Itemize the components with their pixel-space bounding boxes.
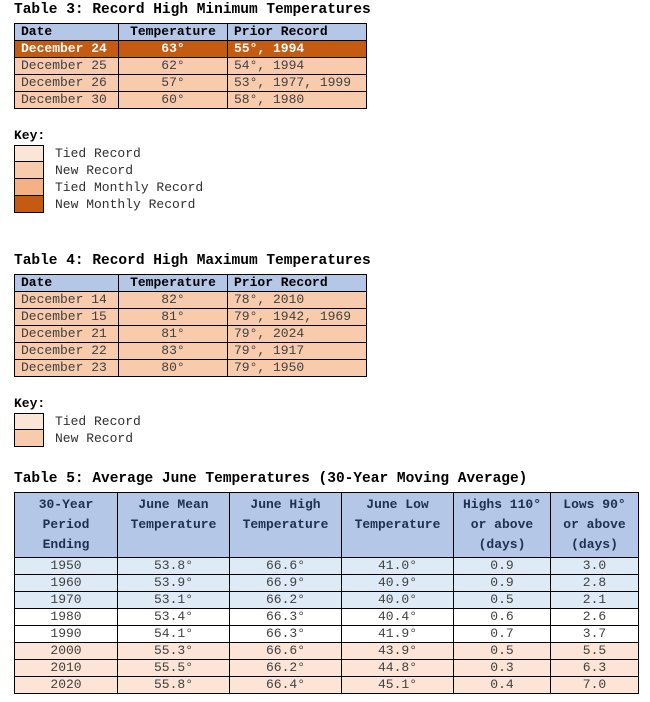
table-cell: 41.0°	[342, 558, 454, 575]
table-cell: 60°	[119, 92, 228, 109]
table-cell: 66.2°	[230, 660, 342, 677]
table-cell: 55.3°	[118, 643, 230, 660]
table-cell: 66.6°	[230, 558, 342, 575]
table-cell: 0.6	[454, 609, 551, 626]
table-cell: 0.9	[454, 558, 551, 575]
table-cell: 3.0	[551, 558, 639, 575]
table-cell: 0.9	[454, 575, 551, 592]
key-item	[14, 145, 650, 162]
key-color-swatch	[14, 162, 44, 179]
table-cell: 2010	[15, 660, 118, 677]
key-item	[14, 162, 650, 179]
table-cell: 40.4°	[342, 609, 454, 626]
table-row	[15, 41, 367, 58]
table-cell: 57°	[119, 75, 228, 92]
key2-label: Key:	[14, 396, 46, 411]
key-item-label: New Record	[55, 163, 134, 178]
table-row	[15, 575, 639, 592]
table-cell: 5.5	[551, 643, 639, 660]
key-item-label: Tied Monthly Record	[55, 180, 204, 195]
table5	[14, 492, 639, 694]
column-header: Temperature	[119, 275, 228, 292]
table-cell: 2.1	[551, 592, 639, 609]
table-cell: 1970	[15, 592, 118, 609]
table-row	[15, 660, 639, 677]
table4-header-row	[15, 275, 367, 292]
table-row	[15, 326, 367, 343]
key1	[14, 129, 650, 213]
table-cell: 80°	[119, 360, 228, 377]
table-cell: 53.9°	[118, 575, 230, 592]
table-cell: 66.4°	[230, 677, 342, 694]
column-header: Date	[15, 24, 119, 41]
table4-title: Table 4: Record High Maximum Temperatures	[14, 253, 371, 269]
table-cell: 1960	[15, 575, 118, 592]
table-cell: 0.5	[454, 592, 551, 609]
table-cell: 41.9°	[342, 626, 454, 643]
table-cell: 53.8°	[118, 558, 230, 575]
table-cell: 79°, 1917	[228, 343, 367, 360]
table-cell: 79°, 1950	[228, 360, 367, 377]
key-item	[14, 430, 650, 447]
table3-title: Table 3: Record High Minimum Temperatures	[14, 2, 371, 18]
table-cell: 55.8°	[118, 677, 230, 694]
table3-header-row	[15, 24, 367, 41]
table-cell: 78°, 2010	[228, 292, 367, 309]
table-cell: 66.3°	[230, 609, 342, 626]
table5-header-row	[15, 493, 639, 558]
column-header: Prior Record	[228, 24, 367, 41]
table-row	[15, 558, 639, 575]
key2	[14, 397, 650, 447]
table-cell: 1980	[15, 609, 118, 626]
table-cell: December 15	[15, 309, 119, 326]
table-cell: December 14	[15, 292, 119, 309]
column-header: 30-Year Period Ending	[15, 493, 118, 558]
table-cell: 53.4°	[118, 609, 230, 626]
table-cell: 45.1°	[342, 677, 454, 694]
key-color-swatch	[14, 196, 44, 213]
table-cell: 82°	[119, 292, 228, 309]
column-header: Lows 90° or above (days)	[551, 493, 639, 558]
table-cell: 44.8°	[342, 660, 454, 677]
table-cell: 1950	[15, 558, 118, 575]
table-cell: 55.5°	[118, 660, 230, 677]
key-item-label: Tied Record	[55, 414, 141, 429]
key-item	[14, 179, 650, 196]
table-cell: 7.0	[551, 677, 639, 694]
column-header: June High Temperature	[230, 493, 342, 558]
table-cell: 43.9°	[342, 643, 454, 660]
column-header: Temperature	[119, 24, 228, 41]
column-header: June Mean Temperature	[118, 493, 230, 558]
key-item-label: New Monthly Record	[55, 197, 196, 212]
table-cell: 66.9°	[230, 575, 342, 592]
table-cell: 40.0°	[342, 592, 454, 609]
key-color-swatch	[14, 430, 44, 447]
table-cell: 66.2°	[230, 592, 342, 609]
table-cell: 2.8	[551, 575, 639, 592]
table-row	[15, 75, 367, 92]
table-cell: December 26	[15, 75, 119, 92]
table-cell: 83°	[119, 343, 228, 360]
key-color-swatch	[14, 413, 44, 430]
column-header: Highs 110° or above (days)	[454, 493, 551, 558]
table-cell: December 23	[15, 360, 119, 377]
table-row	[15, 309, 367, 326]
table-cell: December 22	[15, 343, 119, 360]
table-row	[15, 626, 639, 643]
table-cell: 0.5	[454, 643, 551, 660]
table-row	[15, 343, 367, 360]
table-cell: 66.6°	[230, 643, 342, 660]
key-item-label: New Record	[55, 431, 134, 446]
table-cell: 1990	[15, 626, 118, 643]
table-cell: 3.7	[551, 626, 639, 643]
column-header: Prior Record	[228, 275, 367, 292]
table-cell: 81°	[119, 309, 228, 326]
table-cell: 6.3	[551, 660, 639, 677]
table-row	[15, 643, 639, 660]
key-item	[14, 196, 650, 213]
table-cell: 79°, 2024	[228, 326, 367, 343]
table-row	[15, 292, 367, 309]
key-item	[14, 413, 650, 430]
table-row	[15, 58, 367, 75]
key-color-swatch	[14, 179, 44, 196]
table-row	[15, 360, 367, 377]
table-cell: 55°, 1994	[228, 41, 367, 58]
table-cell: 53°, 1977, 1999	[228, 75, 367, 92]
table-cell: December 24	[15, 41, 119, 58]
table-cell: December 21	[15, 326, 119, 343]
table-cell: 63°	[119, 41, 228, 58]
key1-label: Key:	[14, 128, 46, 143]
column-header: Date	[15, 275, 119, 292]
table-cell: 53.1°	[118, 592, 230, 609]
table-cell: 79°, 1942, 1969	[228, 309, 367, 326]
table-cell: 54.1°	[118, 626, 230, 643]
table-cell: 0.3	[454, 660, 551, 677]
column-header: June Low Temperature	[342, 493, 454, 558]
table-cell: 54°, 1994	[228, 58, 367, 75]
table-row	[15, 92, 367, 109]
table-cell: 81°	[119, 326, 228, 343]
table-cell: 2.6	[551, 609, 639, 626]
table-cell: 0.4	[454, 677, 551, 694]
table3	[14, 23, 367, 109]
table-cell: 40.9°	[342, 575, 454, 592]
table-cell: December 30	[15, 92, 119, 109]
key-item-label: Tied Record	[55, 146, 141, 161]
table-cell: 2000	[15, 643, 118, 660]
table-cell: 58°, 1980	[228, 92, 367, 109]
table-cell: 2020	[15, 677, 118, 694]
table-row	[15, 609, 639, 626]
table-cell: December 25	[15, 58, 119, 75]
table-cell: 66.3°	[230, 626, 342, 643]
table-cell: 0.7	[454, 626, 551, 643]
table-row	[15, 592, 639, 609]
table4	[14, 274, 367, 377]
key-color-swatch	[14, 145, 44, 162]
table5-title: Table 5: Average June Temperatures (30-Year Moving Average)	[14, 471, 528, 487]
table-cell: 62°	[119, 58, 228, 75]
